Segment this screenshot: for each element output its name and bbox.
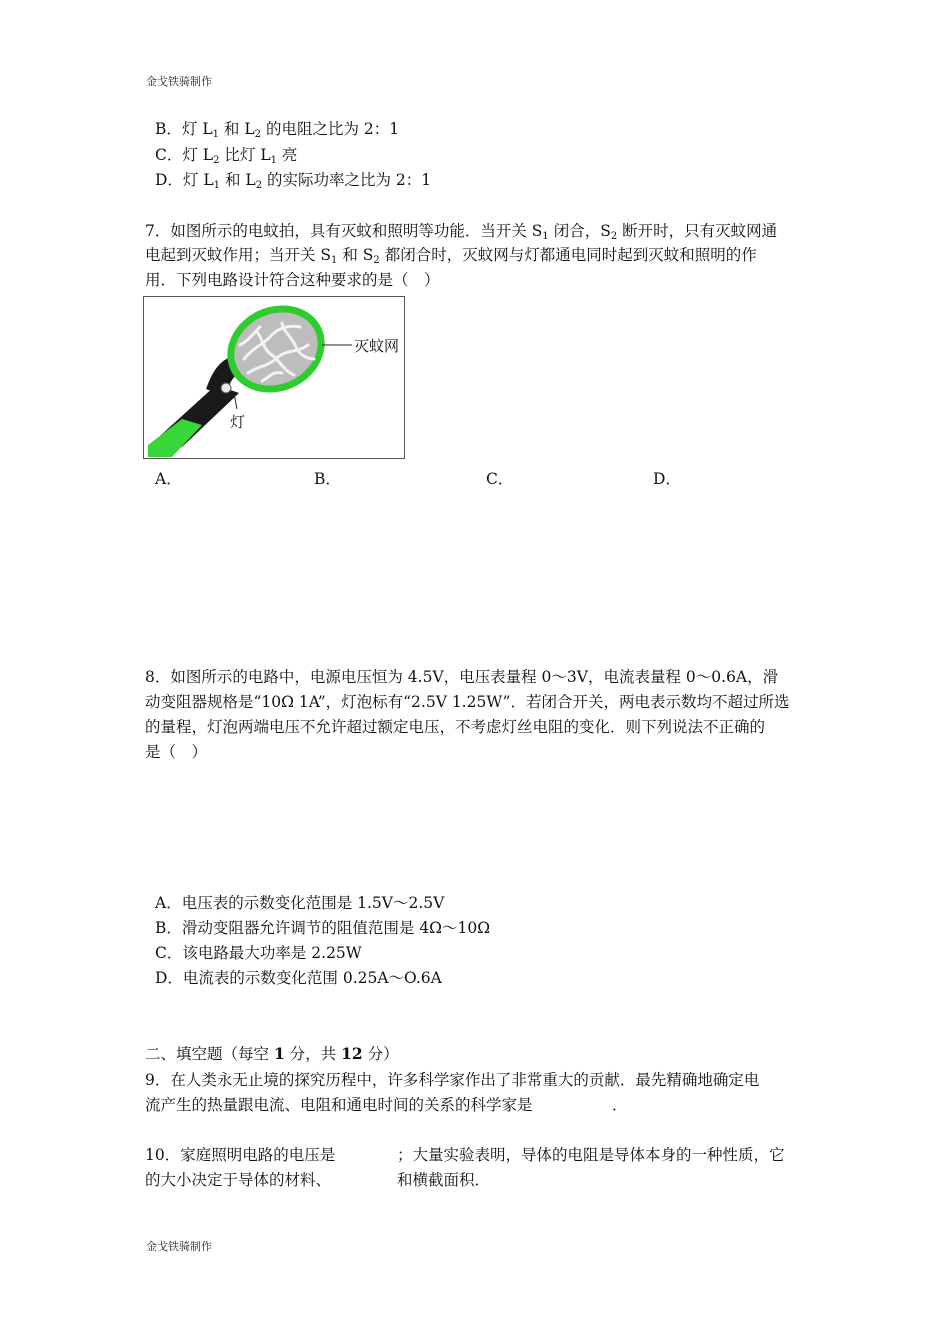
mosquito-swatter-figure xyxy=(143,296,405,459)
q8-stem-line3: 的量程，灯泡两端电压不允许超过额定电压，不考虑灯丝电阻的变化．则下列说法不正确的 xyxy=(145,718,766,736)
q7-option-a: A． xyxy=(155,470,182,488)
q8-stem-line1: 8．如图所示的电路中，电源电压恒为 4.5V，电压表量程 0～3V，电流表量程 0～0.6A，滑 xyxy=(145,668,779,686)
page-header: 金戈铁骑制作 xyxy=(146,75,212,88)
q7-option-b: B． xyxy=(314,470,341,488)
q9-line1: 9．在人类永无止境的探究历程中，许多科学家作出了非常重大的贡献．最先精确地确定电 xyxy=(145,1071,760,1089)
q10-line1-start: 10．家庭照明电路的电压是 xyxy=(145,1146,336,1164)
lamp-label: 灯 xyxy=(230,413,246,431)
q7-stem-line3: 用．下列电路设计符合这种要求的是（ ） xyxy=(145,271,440,289)
section-2-heading: 二、填空题（每空 1 分，共 12 分） xyxy=(145,1044,399,1063)
q7-option-c: C． xyxy=(486,470,514,488)
q9-line2-end: ． xyxy=(612,1096,628,1114)
q8-stem-line2: 动变阻器规格是“10Ω 1A”，灯泡标有“2.5V 1.25W”．若闭合开关，两电表示数均不超过所选 xyxy=(145,693,790,711)
q6-option-c: C．灯 $L_2$ 比灯 $L_1$ 亮 xyxy=(155,146,298,166)
q8-option-d: D．电流表的示数变化范围 0.25A～O.6A xyxy=(155,969,442,987)
net-label: 灭蚊网 xyxy=(354,337,400,355)
q7-stem-line2: 电起到灭蚊作用；当开关 $S_1$ 和 $S_2$ 都闭合时，灭蚊网与灯都通电同时起到灭蚊和照明的作 xyxy=(145,246,757,266)
q7-option-d: D． xyxy=(653,470,681,488)
q6-option-d: D．灯 $L_1$ 和 $L_2$ 的实际功率之比为 2：1 xyxy=(155,171,432,191)
q8-option-a: A．电压表的示数变化范围是 1.5V～2.5V xyxy=(155,894,445,912)
q8-stem-line4: 是（ ） xyxy=(145,743,208,761)
q8-option-c: C．该电路最大功率是 2.25W xyxy=(155,944,362,962)
q6-option-b: B．灯 $L_1$ 和 $L_2$ 的电阻之比为 2：1 xyxy=(155,120,400,140)
q10-line2-end: 和横截面积． xyxy=(397,1171,491,1189)
q7-stem-line1: 7．如图所示的电蚊拍，具有灭蚊和照明等功能．当开关 $S_1$ 闭合，$S_2$ 断开时，只有灭蚊网通 xyxy=(145,222,778,242)
q10-line2-start: 的大小决定于导体的材料、 xyxy=(145,1171,332,1189)
mosquito-swatter-illustration xyxy=(144,297,404,458)
q9-line2: 流产生的热量跟电流、电阻和通电时间的关系的科学家是 xyxy=(145,1096,533,1114)
page-footer: 金戈铁骑制作 xyxy=(146,1240,212,1253)
q10-line1-end: ；大量实验表明，导体的电阻是导体本身的一种性质，它 xyxy=(397,1146,785,1164)
q8-option-b: B．滑动变阻器允许调节的阻值范围是 4Ω～10Ω xyxy=(155,919,491,937)
